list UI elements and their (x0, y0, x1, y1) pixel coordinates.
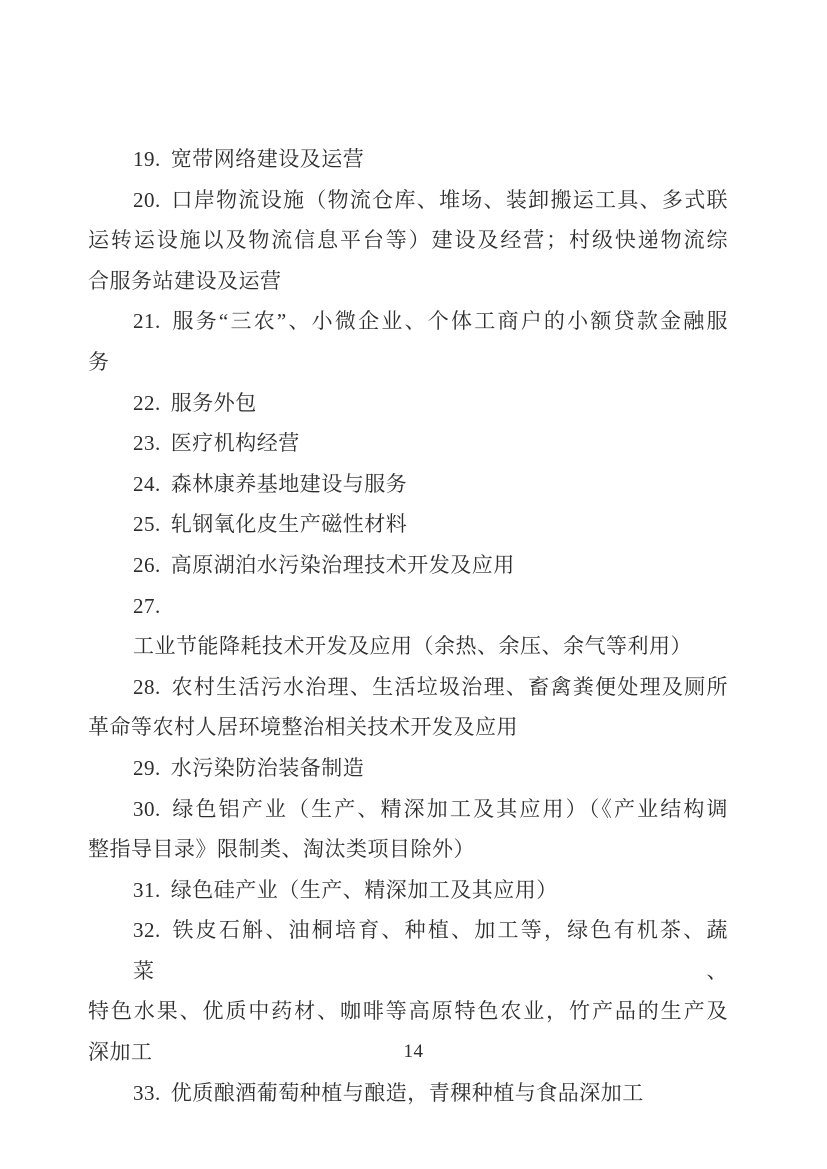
list-item (88, 545, 728, 586)
item-number: 30. (133, 796, 161, 821)
item-text: 口岸物流设施（物流仓库、堆场、装卸搬运工具、多式联 (170, 187, 728, 212)
item-line (88, 464, 728, 505)
item-line: 合服务站建设及运营 (88, 268, 282, 293)
item-number: 20. (133, 187, 161, 212)
item-text: 森林康养基地建设与服务 (170, 471, 408, 496)
item-line (88, 667, 728, 708)
item-number: 22. (133, 390, 161, 415)
item-line (88, 545, 728, 586)
item-number: 33. (133, 1080, 161, 1105)
list-item (88, 504, 728, 545)
list-item (88, 301, 728, 382)
item-text: 绿色铝产业（生产、精深加工及其应用）（《产业结构调 (170, 796, 728, 821)
item-number: 31. (133, 877, 161, 902)
list-item (88, 180, 728, 302)
item-number: 25. (133, 512, 161, 537)
item-number: 32. (133, 918, 161, 943)
page-number: 14 (403, 1041, 424, 1062)
item-line (88, 383, 728, 424)
item-line (88, 870, 728, 911)
list-item (88, 789, 728, 870)
item-number: 24. (133, 471, 161, 496)
list-item (88, 139, 728, 180)
item-text: 农村生活污水治理、生活垃圾治理、畜禽粪便处理及厕所 (170, 674, 728, 699)
item-line: 运转运设施以及物流信息平台等）建设及经营；村级快递物流综 (88, 228, 728, 253)
item-text: 水污染防治装备制造 (170, 755, 365, 780)
item-text: 铁皮石斛、油桐培育、种植、加工等，绿色有机茶、蔬菜、 (133, 918, 728, 983)
item-text: 医疗机构经营 (170, 431, 300, 456)
item-line (88, 139, 728, 180)
item-line (88, 586, 728, 667)
list-item (88, 464, 728, 505)
item-number: 23. (133, 431, 161, 456)
item-text: 绿色硅产业（生产、精深加工及其应用） (170, 877, 558, 902)
item-line: 革命等农村人居环境整治相关技术开发及应用 (88, 715, 518, 740)
item-text: 宽带网络建设及运营 (170, 147, 365, 171)
item-line (88, 748, 728, 789)
list-item (88, 748, 728, 789)
item-line (88, 789, 728, 830)
item-line: 深加工 (88, 1040, 153, 1065)
item-text: 轧钢氧化皮生产磁性材料 (170, 512, 408, 537)
numbered-list (88, 139, 728, 1113)
item-line (88, 301, 728, 342)
item-line (88, 180, 728, 221)
item-number: 27. (133, 593, 161, 618)
item-text: 工业节能降耗技术开发及应用（余热、余压、余气等利用） (133, 634, 692, 659)
list-item (88, 667, 728, 748)
item-line (88, 910, 728, 991)
item-line (88, 423, 728, 464)
list-item (88, 383, 728, 424)
list-item (88, 1073, 728, 1114)
item-number: 29. (133, 755, 161, 780)
item-text: 高原湖泊水污染治理技术开发及应用 (170, 552, 515, 577)
item-number: 28. (133, 674, 161, 699)
item-number: 21. (133, 309, 161, 334)
list-item (88, 423, 728, 464)
item-line: 整指导目录》限制类、淘汰类项目除外） (88, 837, 475, 862)
item-text: 优质酿酒葡萄种植与酿造，青稞种植与食品深加工 (170, 1080, 644, 1105)
item-line: 务 (88, 349, 110, 374)
item-text: 服务“三农”、小微企业、个体工商户的小额贷款金融服 (170, 309, 728, 334)
item-line: 特色水果、优质中药材、咖啡等高原特色农业，竹产品的生产及 (88, 999, 728, 1024)
list-item (88, 586, 728, 667)
item-number: 19. (133, 147, 161, 171)
item-number: 26. (133, 552, 161, 577)
item-line (88, 504, 728, 545)
item-line (88, 1073, 728, 1114)
list-item (88, 870, 728, 911)
item-text: 服务外包 (170, 390, 257, 415)
